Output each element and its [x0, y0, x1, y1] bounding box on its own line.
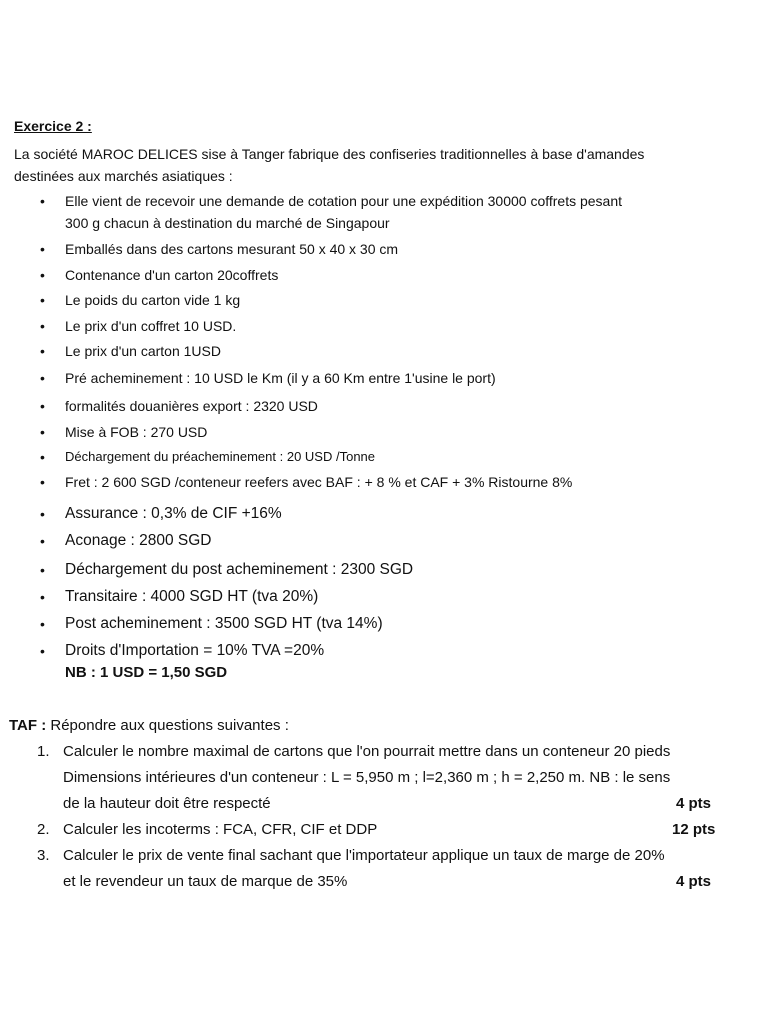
list-item: • Transitaire : 4000 SGD HT (tva 20%): [65, 586, 760, 608]
list-item: • Le prix d'un carton 1USD: [65, 340, 760, 362]
bullet-icon: •: [40, 343, 45, 359]
question-number: 3.: [37, 847, 50, 864]
question-line: Calculer le prix de vente final sachant que l'importateur applique un taux de marge de 20%: [63, 847, 665, 864]
list-item: • Elle vient de recevoir une demande de cotation pour une expédition 30000 coffrets pesant 300 g chacun à destination du marché de Singapour: [65, 190, 760, 234]
list-item: • Assurance : 0,3% de CIF +16%: [65, 503, 760, 525]
question-line: Calculer le nombre maximal de cartons que l'on pourrait mettre dans un conteneur 20 pieds: [63, 743, 671, 760]
bullet-icon: •: [40, 193, 45, 209]
bullet-icon: •: [40, 562, 45, 578]
list-item: • Emballés dans des cartons mesurant 50 x 40 x 30 cm: [65, 238, 760, 260]
list-item: • Pré acheminement : 10 USD le Km (il y a 60 Km entre 1'usine le port): [65, 367, 760, 389]
bullet-icon: •: [40, 589, 45, 605]
list-item: • Fret : 2 600 SGD /conteneur reefers avec BAF : + 8 % et CAF + 3% Ristourne 8%: [65, 471, 760, 493]
list-item: • Aconage : 2800 SGD: [65, 530, 760, 552]
bullet-icon: •: [40, 449, 45, 465]
list-item: • Déchargement du post acheminement : 2300 SGD: [65, 559, 760, 581]
question-points: 12 pts: [672, 821, 716, 838]
question-line: Calculer les incoterms : FCA, CFR, CIF et DDP: [63, 821, 378, 838]
bullet-icon: •: [40, 506, 45, 522]
question-line: de la hauteur doit être respecté: [63, 795, 271, 812]
bullet-icon: •: [40, 241, 45, 257]
list-item: • Mise à FOB : 270 USD: [65, 421, 760, 443]
question-number: 2.: [37, 821, 50, 838]
list-item: • formalités douanières export : 2320 USD: [65, 395, 760, 417]
question-points: 4 pts: [676, 873, 712, 890]
taf-heading: [9, 717, 289, 734]
taf-text: Répondre aux questions suivantes :: [46, 717, 289, 734]
bullet-icon: •: [40, 292, 45, 308]
intro-line-1: La société MAROC DELICES sise à Tanger fabrique des confiseries traditionnelles à base d'amandes: [14, 146, 645, 162]
bullet-icon: •: [40, 424, 45, 440]
list-item: • Le prix d'un coffret 10 USD.: [65, 315, 760, 337]
list-item: • Contenance d'un carton 20coffrets: [65, 264, 760, 286]
list-item: • Le poids du carton vide 1 kg: [65, 289, 760, 311]
list-item: • Déchargement du préacheminement : 20 USD /Tonne: [65, 446, 760, 468]
bullet-icon: •: [40, 267, 45, 283]
intro-line-2: destinées aux marchés asiatiques :: [14, 168, 233, 184]
exercise-intro: [14, 143, 764, 187]
taf-label: TAF :: [9, 717, 47, 734]
question-line: Dimensions intérieures d'un conteneur : L = 5,950 m ; l=2,360 m ; h = 2,250 m. NB : le sens: [63, 769, 671, 786]
exercise-title: Exercice 2 :: [14, 118, 92, 134]
list-item: • Droits d'Importation = 10% TVA =20%: [65, 640, 760, 662]
bullet-icon: •: [40, 474, 45, 490]
question-points: 4 pts: [676, 795, 712, 812]
list-item: • Post acheminement : 3500 SGD HT (tva 14%): [65, 613, 760, 635]
question-line: et le revendeur un taux de marque de 35%: [63, 873, 348, 890]
bullet-icon: •: [40, 616, 45, 632]
bullet-icon: •: [40, 398, 45, 414]
question-number: 1.: [37, 743, 50, 760]
exchange-rate-note: NB : 1 USD = 1,50 SGD: [65, 664, 228, 681]
bullet-icon: •: [40, 370, 45, 386]
bullet-icon: •: [40, 318, 45, 334]
bullet-icon: •: [40, 643, 45, 659]
bullet-icon: •: [40, 533, 45, 549]
